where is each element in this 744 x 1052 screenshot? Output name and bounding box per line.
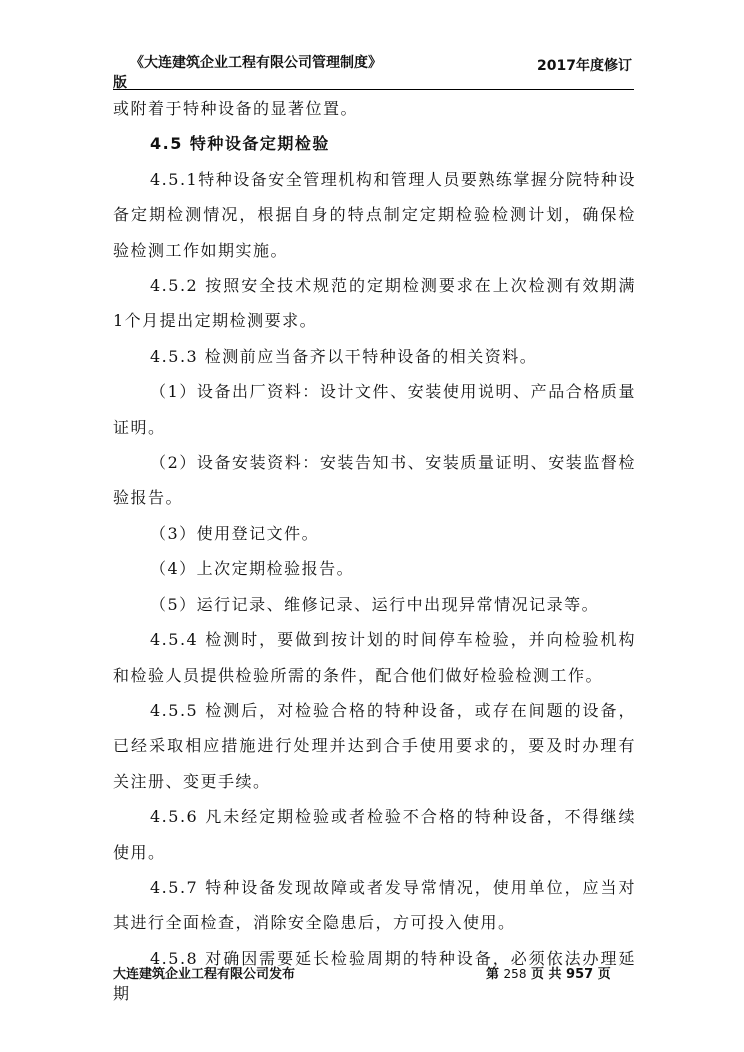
paragraph-4-5-4: 4.5.4 检测时，要做到按计划的时间停车检验，并向检验机构和检验人员提供检验所需的条件，配合他们做好检验检测工作。: [113, 630, 636, 685]
revision-label-cont: 版: [113, 75, 127, 91]
page-prefix: 第: [486, 967, 500, 982]
page-current: 258: [503, 967, 527, 981]
header-divider: [113, 89, 634, 90]
page-mid: 页 共: [530, 967, 562, 982]
paragraph-continued: 或附着于特种设备的显著位置。: [113, 99, 359, 118]
list-item-4: （4）上次定期检验报告。: [150, 559, 355, 579]
paragraph-4-5-7: 4.5.7 特种设备发现故障或者发导常情况，使用单位，应当对其进行全面检查，消除安全隐患后，方可投入使用。: [113, 877, 636, 933]
paragraph-4-5-5: 4.5.5 检测后，对检验合格的特种设备，或存在间题的设备，已经采取相应措施进行处理并达到合手使用要求的，要及时办理有关注册、变更手续。: [113, 700, 636, 791]
document-title: 《大连建筑企业工程有限公司管理制度》: [130, 55, 382, 71]
list-item-5: （5）运行记录、维修记录、运行中出现异常情况记录等。: [150, 594, 600, 614]
page-number: [486, 963, 611, 982]
paragraph-4-5-8: 4.5.8 对确因需要延长检验周期的特种设备，必须依法办理延期: [113, 948, 636, 1004]
list-item-1: （1）设备出厂资料：设计文件、安装使用说明、产品合格质量证明。: [113, 382, 636, 437]
paragraph-4-5-2: 4.5.2 按照安全技术规范的定期检测要求在上次检测有效期满1个月提出定期检测要求。: [113, 276, 636, 331]
list-item-2: （2）设备安装资料：安装告知书、安装质量证明、安装监督检验报告。: [113, 453, 636, 508]
publisher-label: 大连建筑企业工程有限公司发布: [113, 967, 296, 982]
list-item-3: （3）使用登记文件。: [150, 523, 320, 543]
page-suffix: 页: [597, 967, 611, 982]
document-body: [113, 91, 636, 1012]
paragraph-4-5-6: 4.5.6 凡未经定期检验或者检验不合格的特种设备，不得继续使用。: [113, 807, 636, 862]
revision-label: 2017年度修订: [537, 58, 632, 74]
page-total: 957: [566, 967, 594, 982]
section-title: 4.5 特种设备定期检验: [150, 134, 330, 154]
paragraph-4-5-3: 4.5.3 检测前应当备齐以干特种设备的相关资料。: [150, 346, 538, 366]
paragraph-4-5-1: 4.5.1特种设备安全管理机构和管理人员要熟练掌握分院特种设备定期检测情况，根据自身的特点制定定期检验检测计划，确保检验检测工作如期实施。: [113, 169, 636, 260]
